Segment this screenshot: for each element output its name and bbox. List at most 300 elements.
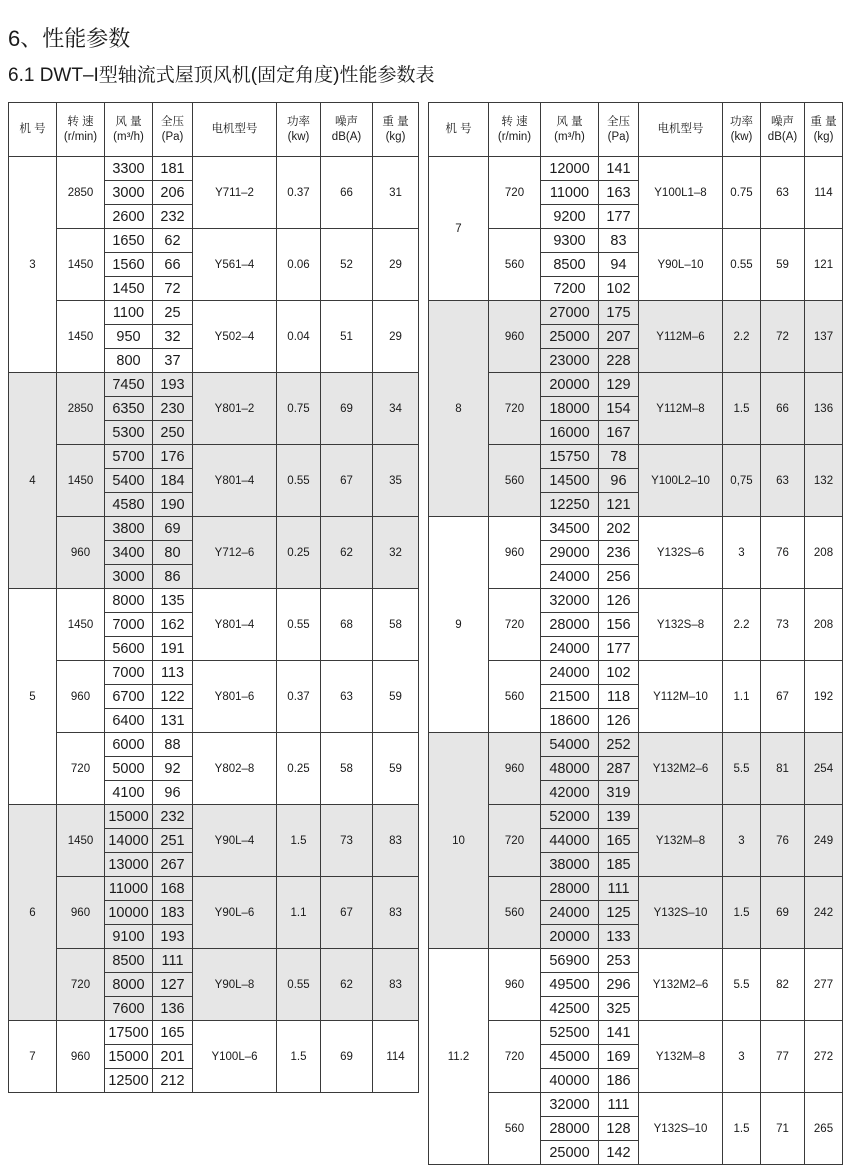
power-cell: 2.2	[723, 301, 761, 373]
weight-cell: 29	[373, 301, 419, 373]
pressure-cell: 80	[153, 541, 193, 565]
noise-cell: 68	[321, 589, 373, 661]
pressure-cell: 296	[599, 973, 639, 997]
motor-cell: Y112M–10	[639, 661, 723, 733]
airflow-cell: 24000	[541, 901, 599, 925]
pressure-cell: 62	[153, 229, 193, 253]
airflow-cell: 24000	[541, 661, 599, 685]
airflow-cell: 32000	[541, 589, 599, 613]
speed-cell: 1450	[57, 805, 105, 877]
pressure-cell: 193	[153, 925, 193, 949]
pressure-cell: 122	[153, 685, 193, 709]
airflow-cell: 7200	[541, 277, 599, 301]
pressure-cell: 267	[153, 853, 193, 877]
pressure-cell: 32	[153, 325, 193, 349]
fan-model-cell: 5	[9, 589, 57, 805]
header-pressure: 全压 (Pa)	[599, 103, 639, 157]
pressure-cell: 139	[599, 805, 639, 829]
motor-cell: Y132M–8	[639, 805, 723, 877]
header-model: 机 号	[429, 103, 489, 157]
noise-cell: 63	[321, 661, 373, 733]
weight-cell: 83	[373, 877, 419, 949]
speed-cell: 1450	[57, 445, 105, 517]
power-cell: 5.5	[723, 733, 761, 805]
fan-model-cell: 11.2	[429, 949, 489, 1165]
airflow-cell: 11000	[105, 877, 153, 901]
pressure-cell: 190	[153, 493, 193, 517]
airflow-cell: 25000	[541, 325, 599, 349]
speed-cell: 560	[489, 1093, 541, 1165]
weight-cell: 29	[373, 229, 419, 301]
fan-model-cell: 9	[429, 517, 489, 733]
performance-table-right	[428, 102, 843, 1165]
fan-model-cell: 6	[9, 805, 57, 1021]
power-cell: 1.1	[723, 661, 761, 733]
pressure-cell: 186	[599, 1069, 639, 1093]
motor-cell: Y711–2	[193, 157, 277, 229]
airflow-cell: 34500	[541, 517, 599, 541]
table-row	[9, 1021, 419, 1045]
airflow-cell: 8000	[105, 589, 153, 613]
header-weight: 重 量 (kg)	[805, 103, 843, 157]
power-cell: 0.75	[277, 373, 321, 445]
airflow-cell: 800	[105, 349, 153, 373]
table-caption: 6.1 DWT–I型轴流式屋顶风机(固定角度)性能参数表	[8, 65, 435, 86]
pressure-cell: 111	[153, 949, 193, 973]
noise-cell: 59	[761, 229, 805, 301]
airflow-cell: 8000	[105, 973, 153, 997]
power-cell: 1.5	[723, 1093, 761, 1165]
pressure-cell: 111	[599, 877, 639, 901]
header-airflow: 风 量 (m³/h)	[541, 103, 599, 157]
header-pressure: 全压 (Pa)	[153, 103, 193, 157]
airflow-cell: 6350	[105, 397, 153, 421]
weight-cell: 272	[805, 1021, 843, 1093]
pressure-cell: 96	[153, 781, 193, 805]
pressure-cell: 165	[153, 1021, 193, 1045]
noise-cell: 73	[321, 805, 373, 877]
airflow-cell: 4580	[105, 493, 153, 517]
pressure-cell: 88	[153, 733, 193, 757]
header-speed: 转 速 (r/min)	[489, 103, 541, 157]
airflow-cell: 52000	[541, 805, 599, 829]
speed-cell: 960	[489, 733, 541, 805]
motor-cell: Y90L–10	[639, 229, 723, 301]
header-power: 功率 (kw)	[277, 103, 321, 157]
power-cell: 1.5	[277, 1021, 321, 1093]
pressure-cell: 251	[153, 829, 193, 853]
pressure-cell: 154	[599, 397, 639, 421]
motor-cell: Y801–2	[193, 373, 277, 445]
pressure-cell: 162	[153, 613, 193, 637]
motor-cell: Y90L–4	[193, 805, 277, 877]
airflow-cell: 52500	[541, 1021, 599, 1045]
pressure-cell: 165	[599, 829, 639, 853]
airflow-cell: 12000	[541, 157, 599, 181]
weight-cell: 35	[373, 445, 419, 517]
power-cell: 0,75	[723, 445, 761, 517]
airflow-cell: 7600	[105, 997, 153, 1021]
speed-cell: 1450	[57, 229, 105, 301]
weight-cell: 137	[805, 301, 843, 373]
table-row	[9, 517, 419, 541]
power-cell: 0.04	[277, 301, 321, 373]
airflow-cell: 9300	[541, 229, 599, 253]
speed-cell: 720	[57, 733, 105, 805]
weight-cell: 208	[805, 517, 843, 589]
weight-cell: 83	[373, 805, 419, 877]
noise-cell: 66	[761, 373, 805, 445]
power-cell: 0.55	[723, 229, 761, 301]
pressure-cell: 319	[599, 781, 639, 805]
noise-cell: 82	[761, 949, 805, 1021]
airflow-cell: 27000	[541, 301, 599, 325]
pressure-cell: 250	[153, 421, 193, 445]
noise-cell: 51	[321, 301, 373, 373]
motor-cell: Y802–8	[193, 733, 277, 805]
airflow-cell: 950	[105, 325, 153, 349]
header-noise: 噪声 dB(A)	[321, 103, 373, 157]
airflow-cell: 5400	[105, 469, 153, 493]
pressure-cell: 126	[599, 709, 639, 733]
speed-cell: 960	[57, 517, 105, 589]
speed-cell: 1450	[57, 301, 105, 373]
airflow-cell: 1560	[105, 253, 153, 277]
pressure-cell: 127	[153, 973, 193, 997]
airflow-cell: 9100	[105, 925, 153, 949]
power-cell: 1.1	[277, 877, 321, 949]
pressure-cell: 66	[153, 253, 193, 277]
pressure-cell: 228	[599, 349, 639, 373]
table-row	[429, 589, 843, 613]
airflow-cell: 32000	[541, 1093, 599, 1117]
speed-cell: 960	[489, 517, 541, 589]
pressure-cell: 184	[153, 469, 193, 493]
noise-cell: 58	[321, 733, 373, 805]
weight-cell: 58	[373, 589, 419, 661]
pressure-cell: 230	[153, 397, 193, 421]
airflow-cell: 5300	[105, 421, 153, 445]
table-row	[429, 445, 843, 469]
power-cell: 0.55	[277, 949, 321, 1021]
motor-cell: Y132S–10	[639, 877, 723, 949]
airflow-cell: 24000	[541, 565, 599, 589]
airflow-cell: 3000	[105, 565, 153, 589]
weight-cell: 249	[805, 805, 843, 877]
noise-cell: 62	[321, 949, 373, 1021]
motor-cell: Y502–4	[193, 301, 277, 373]
power-cell: 0.55	[277, 445, 321, 517]
airflow-cell: 14000	[105, 829, 153, 853]
pressure-cell: 185	[599, 853, 639, 877]
power-cell: 3	[723, 517, 761, 589]
speed-cell: 720	[57, 949, 105, 1021]
pressure-cell: 256	[599, 565, 639, 589]
airflow-cell: 9200	[541, 205, 599, 229]
pressure-cell: 163	[599, 181, 639, 205]
pressure-cell: 181	[153, 157, 193, 181]
pressure-cell: 175	[599, 301, 639, 325]
motor-cell: Y132M–8	[639, 1021, 723, 1093]
pressure-cell: 118	[599, 685, 639, 709]
motor-cell: Y132S–8	[639, 589, 723, 661]
speed-cell: 720	[489, 373, 541, 445]
table-row	[429, 877, 843, 901]
noise-cell: 73	[761, 589, 805, 661]
pressure-cell: 37	[153, 349, 193, 373]
airflow-cell: 28000	[541, 613, 599, 637]
power-cell: 0.25	[277, 517, 321, 589]
airflow-cell: 18600	[541, 709, 599, 733]
pressure-cell: 169	[599, 1045, 639, 1069]
motor-cell: Y712–6	[193, 517, 277, 589]
power-cell: 1.5	[723, 373, 761, 445]
table-row	[9, 373, 419, 397]
fan-model-cell: 7	[9, 1021, 57, 1093]
performance-table-left	[8, 102, 419, 1093]
noise-cell: 63	[761, 445, 805, 517]
table-row	[9, 877, 419, 901]
motor-cell: Y100L2–10	[639, 445, 723, 517]
speed-cell: 720	[489, 157, 541, 229]
airflow-cell: 28000	[541, 1117, 599, 1141]
fan-model-cell: 4	[9, 373, 57, 589]
airflow-cell: 29000	[541, 541, 599, 565]
pressure-cell: 92	[153, 757, 193, 781]
motor-cell: Y801–4	[193, 589, 277, 661]
pressure-cell: 86	[153, 565, 193, 589]
power-cell: 1.5	[277, 805, 321, 877]
speed-cell: 2850	[57, 157, 105, 229]
motor-cell: Y90L–8	[193, 949, 277, 1021]
weight-cell: 242	[805, 877, 843, 949]
pressure-cell: 121	[599, 493, 639, 517]
airflow-cell: 23000	[541, 349, 599, 373]
pressure-cell: 25	[153, 301, 193, 325]
airflow-cell: 12500	[105, 1069, 153, 1093]
speed-cell: 720	[489, 589, 541, 661]
power-cell: 0.55	[277, 589, 321, 661]
pressure-cell: 193	[153, 373, 193, 397]
pressure-cell: 168	[153, 877, 193, 901]
weight-cell: 277	[805, 949, 843, 1021]
pressure-cell: 102	[599, 661, 639, 685]
header-row	[9, 103, 419, 157]
table-row	[9, 301, 419, 325]
pressure-cell: 183	[153, 901, 193, 925]
noise-cell: 77	[761, 1021, 805, 1093]
power-cell: 0.37	[277, 661, 321, 733]
pressure-cell: 287	[599, 757, 639, 781]
noise-cell: 69	[321, 1021, 373, 1093]
airflow-cell: 25000	[541, 1141, 599, 1165]
pressure-cell: 135	[153, 589, 193, 613]
pressure-cell: 102	[599, 277, 639, 301]
airflow-cell: 40000	[541, 1069, 599, 1093]
pressure-cell: 252	[599, 733, 639, 757]
pressure-cell: 131	[153, 709, 193, 733]
power-cell: 0.25	[277, 733, 321, 805]
pressure-cell: 78	[599, 445, 639, 469]
airflow-cell: 6000	[105, 733, 153, 757]
airflow-cell: 20000	[541, 373, 599, 397]
weight-cell: 114	[373, 1021, 419, 1093]
pressure-cell: 253	[599, 949, 639, 973]
airflow-cell: 44000	[541, 829, 599, 853]
airflow-cell: 3800	[105, 517, 153, 541]
airflow-cell: 13000	[105, 853, 153, 877]
airflow-cell: 3300	[105, 157, 153, 181]
table-row	[9, 805, 419, 829]
noise-cell: 66	[321, 157, 373, 229]
airflow-cell: 7000	[105, 661, 153, 685]
fan-model-cell: 3	[9, 157, 57, 373]
airflow-cell: 11000	[541, 181, 599, 205]
noise-cell: 72	[761, 301, 805, 373]
motor-cell: Y801–6	[193, 661, 277, 733]
noise-cell: 76	[761, 805, 805, 877]
airflow-cell: 1450	[105, 277, 153, 301]
airflow-cell: 24000	[541, 637, 599, 661]
weight-cell: 32	[373, 517, 419, 589]
noise-cell: 67	[321, 877, 373, 949]
airflow-cell: 42000	[541, 781, 599, 805]
speed-cell: 960	[57, 661, 105, 733]
table-row	[429, 517, 843, 541]
pressure-cell: 136	[153, 997, 193, 1021]
power-cell: 3	[723, 1021, 761, 1093]
table-row	[429, 229, 843, 253]
pressure-cell: 207	[599, 325, 639, 349]
table-row	[429, 661, 843, 685]
airflow-cell: 8500	[541, 253, 599, 277]
pressure-cell: 167	[599, 421, 639, 445]
weight-cell: 83	[373, 949, 419, 1021]
table-row	[9, 949, 419, 973]
motor-cell: Y112M–6	[639, 301, 723, 373]
airflow-cell: 28000	[541, 877, 599, 901]
weight-cell: 59	[373, 661, 419, 733]
airflow-cell: 2600	[105, 205, 153, 229]
motor-cell: Y801–4	[193, 445, 277, 517]
power-cell: 0.06	[277, 229, 321, 301]
weight-cell: 31	[373, 157, 419, 229]
airflow-cell: 12250	[541, 493, 599, 517]
noise-cell: 67	[761, 661, 805, 733]
weight-cell: 208	[805, 589, 843, 661]
pressure-cell: 83	[599, 229, 639, 253]
motor-cell: Y100L–6	[193, 1021, 277, 1093]
weight-cell: 59	[373, 733, 419, 805]
pressure-cell: 201	[153, 1045, 193, 1069]
table-row	[9, 229, 419, 253]
power-cell: 5.5	[723, 949, 761, 1021]
motor-cell: Y561–4	[193, 229, 277, 301]
table-row	[9, 589, 419, 613]
motor-cell: Y132M2–6	[639, 949, 723, 1021]
pressure-cell: 141	[599, 1021, 639, 1045]
header-airflow: 风 量 (m³/h)	[105, 103, 153, 157]
table-row	[9, 445, 419, 469]
noise-cell: 67	[321, 445, 373, 517]
speed-cell: 720	[489, 1021, 541, 1093]
airflow-cell: 14500	[541, 469, 599, 493]
pressure-cell: 176	[153, 445, 193, 469]
airflow-cell: 20000	[541, 925, 599, 949]
table-row	[429, 733, 843, 757]
speed-cell: 560	[489, 877, 541, 949]
airflow-cell: 5700	[105, 445, 153, 469]
noise-cell: 81	[761, 733, 805, 805]
pressure-cell: 128	[599, 1117, 639, 1141]
airflow-cell: 48000	[541, 757, 599, 781]
noise-cell: 63	[761, 157, 805, 229]
speed-cell: 2850	[57, 373, 105, 445]
airflow-cell: 16000	[541, 421, 599, 445]
airflow-cell: 45000	[541, 1045, 599, 1069]
pressure-cell: 232	[153, 805, 193, 829]
noise-cell: 69	[321, 373, 373, 445]
speed-cell: 560	[489, 445, 541, 517]
airflow-cell: 7450	[105, 373, 153, 397]
section-heading: 6、性能参数	[8, 26, 131, 51]
table-row	[429, 301, 843, 325]
header-row	[429, 103, 843, 157]
airflow-cell: 3400	[105, 541, 153, 565]
pressure-cell: 126	[599, 589, 639, 613]
airflow-cell: 10000	[105, 901, 153, 925]
motor-cell: Y132S–6	[639, 517, 723, 589]
pressure-cell: 177	[599, 205, 639, 229]
header-noise: 噪声 dB(A)	[761, 103, 805, 157]
pressure-cell: 111	[599, 1093, 639, 1117]
airflow-cell: 6400	[105, 709, 153, 733]
header-motor: 电机型号	[639, 103, 723, 157]
motor-cell: Y100L1–8	[639, 157, 723, 229]
airflow-cell: 49500	[541, 973, 599, 997]
weight-cell: 254	[805, 733, 843, 805]
noise-cell: 71	[761, 1093, 805, 1165]
speed-cell: 720	[489, 805, 541, 877]
header-speed: 转 速 (r/min)	[57, 103, 105, 157]
airflow-cell: 54000	[541, 733, 599, 757]
motor-cell: Y132S–10	[639, 1093, 723, 1165]
header-model: 机 号	[9, 103, 57, 157]
table-row	[429, 373, 843, 397]
airflow-cell: 21500	[541, 685, 599, 709]
airflow-cell: 8500	[105, 949, 153, 973]
pressure-cell: 129	[599, 373, 639, 397]
pressure-cell: 125	[599, 901, 639, 925]
airflow-cell: 15000	[105, 805, 153, 829]
pressure-cell: 72	[153, 277, 193, 301]
airflow-cell: 15000	[105, 1045, 153, 1069]
weight-cell: 114	[805, 157, 843, 229]
pressure-cell: 212	[153, 1069, 193, 1093]
speed-cell: 560	[489, 229, 541, 301]
noise-cell: 52	[321, 229, 373, 301]
weight-cell: 192	[805, 661, 843, 733]
pressure-cell: 142	[599, 1141, 639, 1165]
pressure-cell: 94	[599, 253, 639, 277]
fan-model-cell: 7	[429, 157, 489, 301]
weight-cell: 34	[373, 373, 419, 445]
weight-cell: 265	[805, 1093, 843, 1165]
pressure-cell: 113	[153, 661, 193, 685]
pressure-cell: 232	[153, 205, 193, 229]
pressure-cell: 141	[599, 157, 639, 181]
airflow-cell: 15750	[541, 445, 599, 469]
